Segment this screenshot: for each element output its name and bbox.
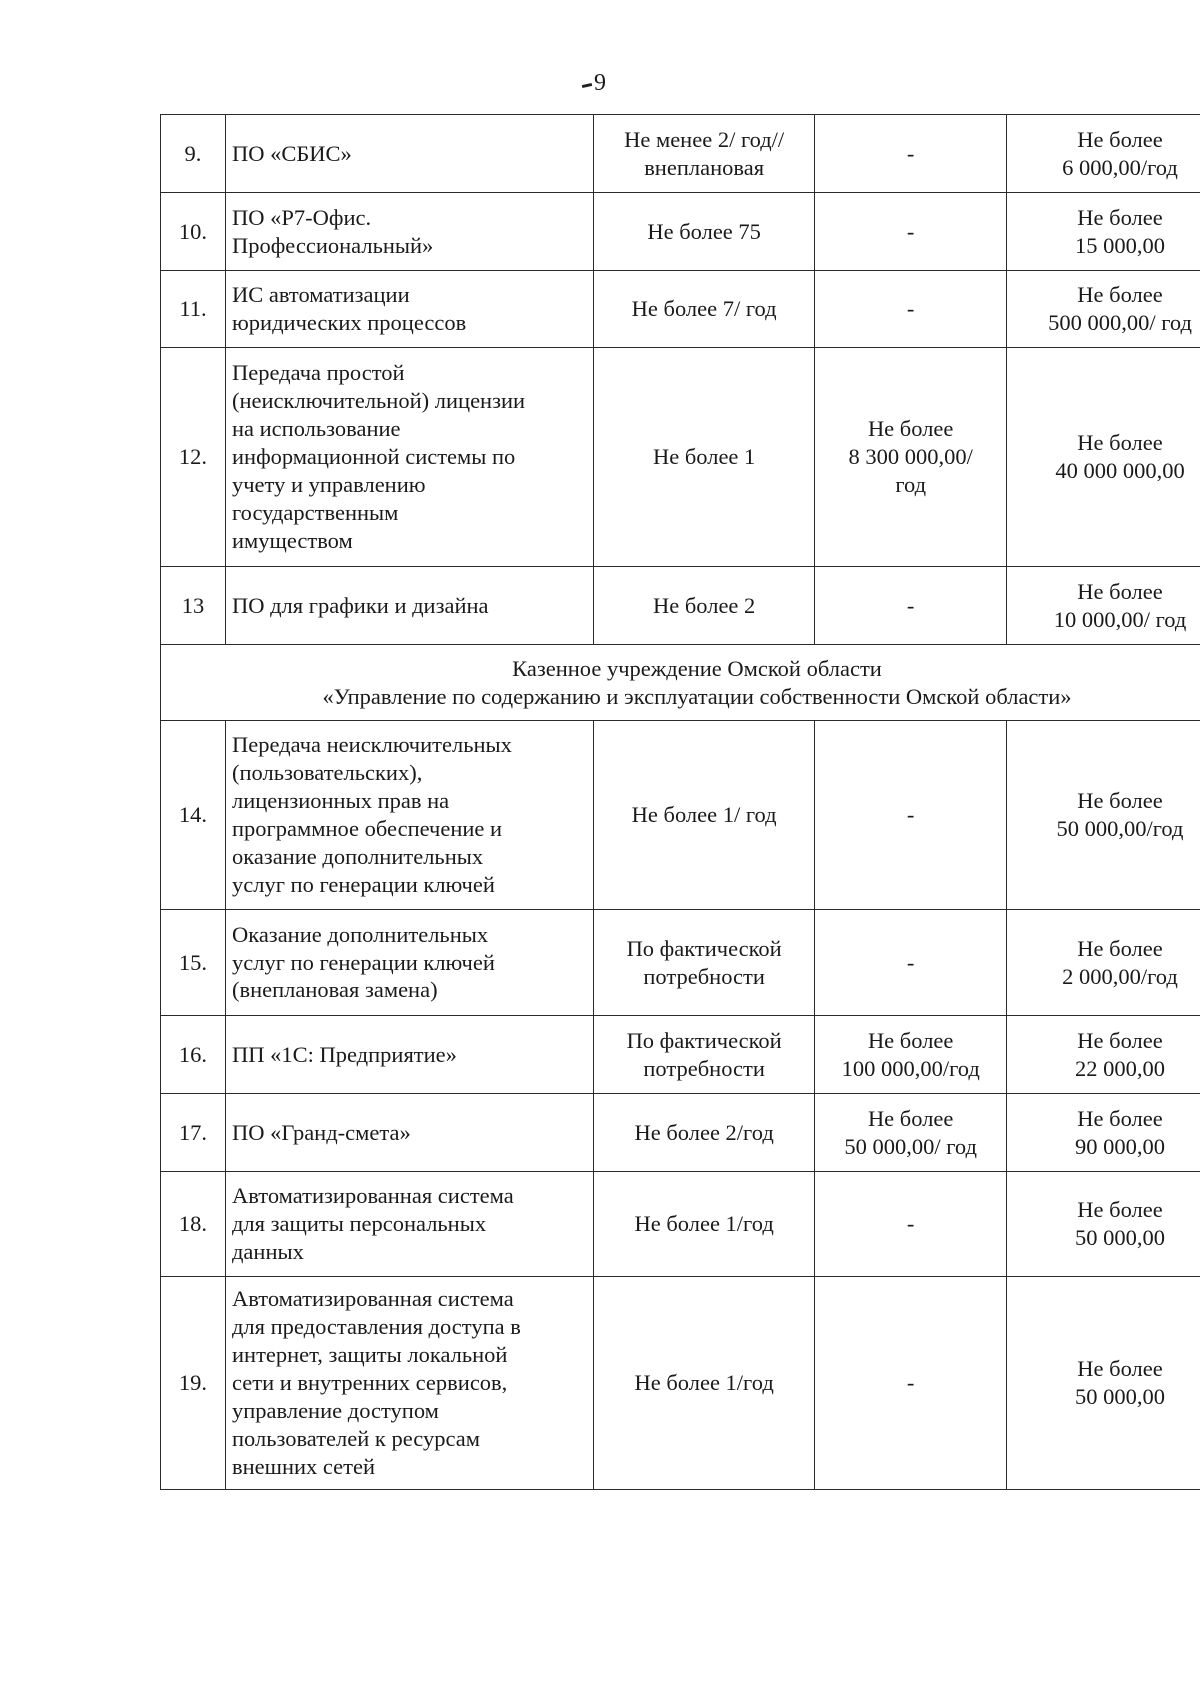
- row-number-cell: 12.: [161, 348, 226, 567]
- total-cell-line: Не более: [1077, 1197, 1163, 1223]
- quantity-cell-line: Не менее 2/ год//: [624, 126, 785, 152]
- table-body-part1: [161, 115, 1200, 645]
- item-name-cell-line: пользователей к ресурсам: [231, 1425, 480, 1451]
- item-name-cell-line: для предоставления доступа в: [231, 1314, 521, 1340]
- row-number-cell: 9.: [161, 115, 226, 193]
- price-cell-line: -: [906, 140, 915, 166]
- price-cell-line: 100 000,00/год: [841, 1055, 980, 1081]
- total-cell: [1007, 1172, 1200, 1277]
- item-name-cell-line: информационной системы по: [231, 444, 516, 470]
- total-cell: [1007, 567, 1200, 645]
- item-name-cell-line: для защиты персональных: [231, 1211, 487, 1237]
- row-number-cell: 14.: [161, 721, 226, 910]
- item-name-cell-line: ПО для графики и дизайна: [231, 592, 489, 618]
- total-cell-line: Не более: [1077, 935, 1163, 961]
- item-name-cell-line: Оказание дополнительных: [231, 921, 489, 947]
- total-cell-line: 40 000 000,00: [1055, 458, 1185, 483]
- table-row: [161, 721, 1200, 910]
- table-section: [161, 645, 1200, 721]
- quantity-cell-line: Не более 2/год: [634, 1119, 774, 1145]
- item-name-cell-line: ПП «1С: Предприятие»: [231, 1041, 457, 1067]
- quantity-cell: [593, 115, 814, 193]
- total-cell: [1007, 1277, 1200, 1490]
- quantity-cell: [593, 567, 814, 645]
- total-cell-line: Не более: [1077, 430, 1163, 456]
- price-cell-line: -: [906, 802, 915, 828]
- item-name-cell-line: услуг по генерации ключей: [231, 871, 495, 897]
- item-name-cell-line: на использование: [231, 416, 401, 442]
- section-subtitle-line: «Управление по содержанию и эксплуатации собственности Омской области»: [322, 683, 1072, 709]
- row-number-cell: 19.: [161, 1277, 226, 1490]
- row-number-cell: 13: [161, 567, 226, 645]
- table-row: [161, 1277, 1200, 1490]
- total-cell-line: Не более: [1077, 578, 1163, 604]
- item-name-cell-line: лицензионных прав на: [231, 788, 450, 814]
- quantity-cell: [593, 348, 814, 567]
- table-row: [161, 115, 1200, 193]
- price-cell-line: 50 000,00/ год: [844, 1133, 977, 1159]
- item-name-cell-line: управление доступом: [231, 1397, 439, 1423]
- page-number: 9: [594, 70, 606, 96]
- price-cell-line: -: [906, 1211, 915, 1237]
- table-row: [161, 348, 1200, 567]
- table-body-part2: [161, 721, 1200, 1490]
- item-name-cell: [225, 193, 593, 271]
- quantity-cell-line: По фактической: [626, 1027, 782, 1053]
- price-cell: [815, 1172, 1007, 1277]
- price-cell: [815, 1277, 1007, 1490]
- total-cell-line: Не более: [1077, 282, 1163, 308]
- item-name-cell-line: Автоматизированная система: [231, 1183, 514, 1209]
- section-title-line: Казенное учреждение Омской области: [512, 655, 882, 681]
- item-name-cell: [225, 115, 593, 193]
- item-name-cell-line: данных: [231, 1238, 304, 1264]
- total-cell-line: Не более: [1077, 204, 1163, 230]
- section-heading-cell: [161, 645, 1200, 721]
- total-cell-line: 15 000,00: [1075, 232, 1165, 258]
- row-number-cell: 16.: [161, 1016, 226, 1094]
- table-row: [161, 193, 1200, 271]
- price-cell: [815, 348, 1007, 567]
- total-cell-line: Не более: [1077, 788, 1163, 814]
- item-name-cell-line: Автоматизированная система: [231, 1286, 514, 1312]
- total-cell-line: 50 000,00: [1075, 1225, 1165, 1250]
- total-cell: [1007, 910, 1200, 1016]
- item-name-cell-line: ПО «СБИС»: [231, 140, 352, 166]
- item-name-cell: [225, 271, 593, 348]
- total-cell: [1007, 348, 1200, 567]
- price-cell: [815, 1016, 1007, 1094]
- row-number-cell: 17.: [161, 1094, 226, 1172]
- quantity-cell: [593, 910, 814, 1016]
- price-cell-line: -: [906, 296, 915, 322]
- price-cell: [815, 567, 1007, 645]
- item-name-cell-line: сети и внутренних сервисов,: [231, 1370, 508, 1396]
- quantity-cell-line: Не более 7/ год: [631, 296, 777, 322]
- item-name-cell-line: ПО «Р7-Офис.: [231, 204, 372, 230]
- item-name-cell-line: услуг по генерации ключей: [231, 949, 495, 975]
- table-row: [161, 567, 1200, 645]
- price-cell-line: 8 300 000,00/: [848, 444, 973, 470]
- item-name-cell-line: Передача неисключительных: [231, 732, 512, 758]
- price-cell: [815, 1094, 1007, 1172]
- quantity-cell-line: Не более 2: [652, 592, 756, 618]
- item-name-cell-line: юридических процессов: [231, 310, 467, 335]
- item-name-cell-line: оказание дополнительных: [231, 843, 484, 869]
- total-cell: [1007, 115, 1200, 193]
- norms-table: [160, 114, 1200, 1490]
- section-row: [161, 645, 1200, 721]
- price-cell-line: Не более: [867, 1105, 954, 1131]
- row-number-cell: 10.: [161, 193, 226, 271]
- row-number-cell: 11.: [161, 271, 226, 348]
- total-cell-line: Не более: [1077, 1027, 1163, 1053]
- item-name-cell-line: (внеплановая замена): [231, 977, 438, 1003]
- price-cell-line: Не более: [867, 416, 954, 442]
- total-cell: [1007, 193, 1200, 271]
- quantity-cell-line: Не более 1/ год: [631, 802, 777, 828]
- quantity-cell-line: Не более 75: [647, 218, 761, 244]
- total-cell-line: 90 000,00: [1075, 1133, 1165, 1159]
- total-cell-line: 50 000,00/год: [1056, 816, 1184, 841]
- total-cell-line: 22 000,00: [1075, 1055, 1165, 1081]
- item-name-cell: [225, 721, 593, 910]
- item-name-cell-line: (неисключительной) лицензии: [231, 388, 526, 414]
- total-cell: [1007, 1016, 1200, 1094]
- quantity-cell: [593, 1277, 814, 1490]
- quantity-cell-line: Не более 1: [652, 444, 756, 470]
- price-cell-line: -: [906, 592, 915, 618]
- item-name-cell-line: программное обеспечение и: [231, 816, 503, 841]
- item-name-cell-line: государственным: [231, 499, 399, 525]
- total-cell-line: Не более: [1077, 1356, 1163, 1382]
- item-name-cell: [225, 567, 593, 645]
- table-row: [161, 1172, 1200, 1277]
- price-cell-line: -: [906, 949, 915, 975]
- item-name-cell: [225, 1172, 593, 1277]
- item-name-cell-line: ПО «Гранд-смета»: [231, 1119, 411, 1145]
- total-cell-line: 6 000,00/год: [1062, 154, 1178, 180]
- price-cell: [815, 271, 1007, 348]
- quantity-cell-line: По фактической: [626, 935, 782, 961]
- item-name-cell-line: интернет, защиты локальной: [231, 1342, 508, 1368]
- price-cell-line: Не более: [867, 1027, 954, 1053]
- total-cell: [1007, 721, 1200, 910]
- total-cell-line: Не более: [1077, 126, 1163, 152]
- price-cell-line: год: [895, 471, 927, 497]
- quantity-cell: [593, 271, 814, 348]
- quantity-cell-line: внеплановая: [644, 154, 765, 180]
- item-name-cell-line: Профессиональный»: [231, 232, 434, 258]
- quantity-cell: [593, 721, 814, 910]
- item-name-cell-line: (пользовательских),: [231, 760, 423, 786]
- price-cell: [815, 910, 1007, 1016]
- price-cell-line: -: [906, 218, 915, 244]
- table-row: [161, 271, 1200, 348]
- item-name-cell-line: ИС автоматизации: [231, 282, 410, 308]
- total-cell-line: 50 000,00: [1075, 1384, 1165, 1409]
- quantity-cell: [593, 1094, 814, 1172]
- item-name-cell: [225, 1277, 593, 1490]
- item-name-cell-line: внешних сетей: [231, 1453, 376, 1479]
- total-cell: [1007, 1094, 1200, 1172]
- price-cell: [815, 115, 1007, 193]
- price-cell-line: -: [906, 1370, 915, 1396]
- quantity-cell: [593, 1172, 814, 1277]
- item-name-cell: [225, 348, 593, 567]
- quantity-cell-line: потребности: [643, 1055, 765, 1081]
- item-name-cell: [225, 1094, 593, 1172]
- price-cell: [815, 193, 1007, 271]
- total-cell-line: Не более: [1077, 1105, 1163, 1131]
- price-cell: [815, 721, 1007, 910]
- item-name-cell: [225, 1016, 593, 1094]
- table-row: [161, 1016, 1200, 1094]
- quantity-cell: [593, 193, 814, 271]
- total-cell-line: 2 000,00/год: [1062, 963, 1178, 989]
- table-row: [161, 1094, 1200, 1172]
- item-name-cell-line: Передача простой: [231, 360, 405, 386]
- quantity-cell-line: Не более 1/год: [634, 1370, 774, 1396]
- row-number-cell: 18.: [161, 1172, 226, 1277]
- total-cell: [1007, 271, 1200, 348]
- item-name-cell: [225, 910, 593, 1016]
- row-number-cell: 15.: [161, 910, 226, 1016]
- table-row: [161, 910, 1200, 1016]
- total-cell-line: 500 000,00/ год: [1048, 310, 1192, 335]
- quantity-cell-line: потребности: [643, 963, 765, 989]
- item-name-cell-line: имуществом: [231, 527, 353, 553]
- quantity-cell: [593, 1016, 814, 1094]
- item-name-cell-line: учету и управлению: [231, 471, 426, 497]
- total-cell-line: 10 000,00/ год: [1053, 606, 1187, 632]
- quantity-cell-line: Не более 1/год: [634, 1211, 774, 1237]
